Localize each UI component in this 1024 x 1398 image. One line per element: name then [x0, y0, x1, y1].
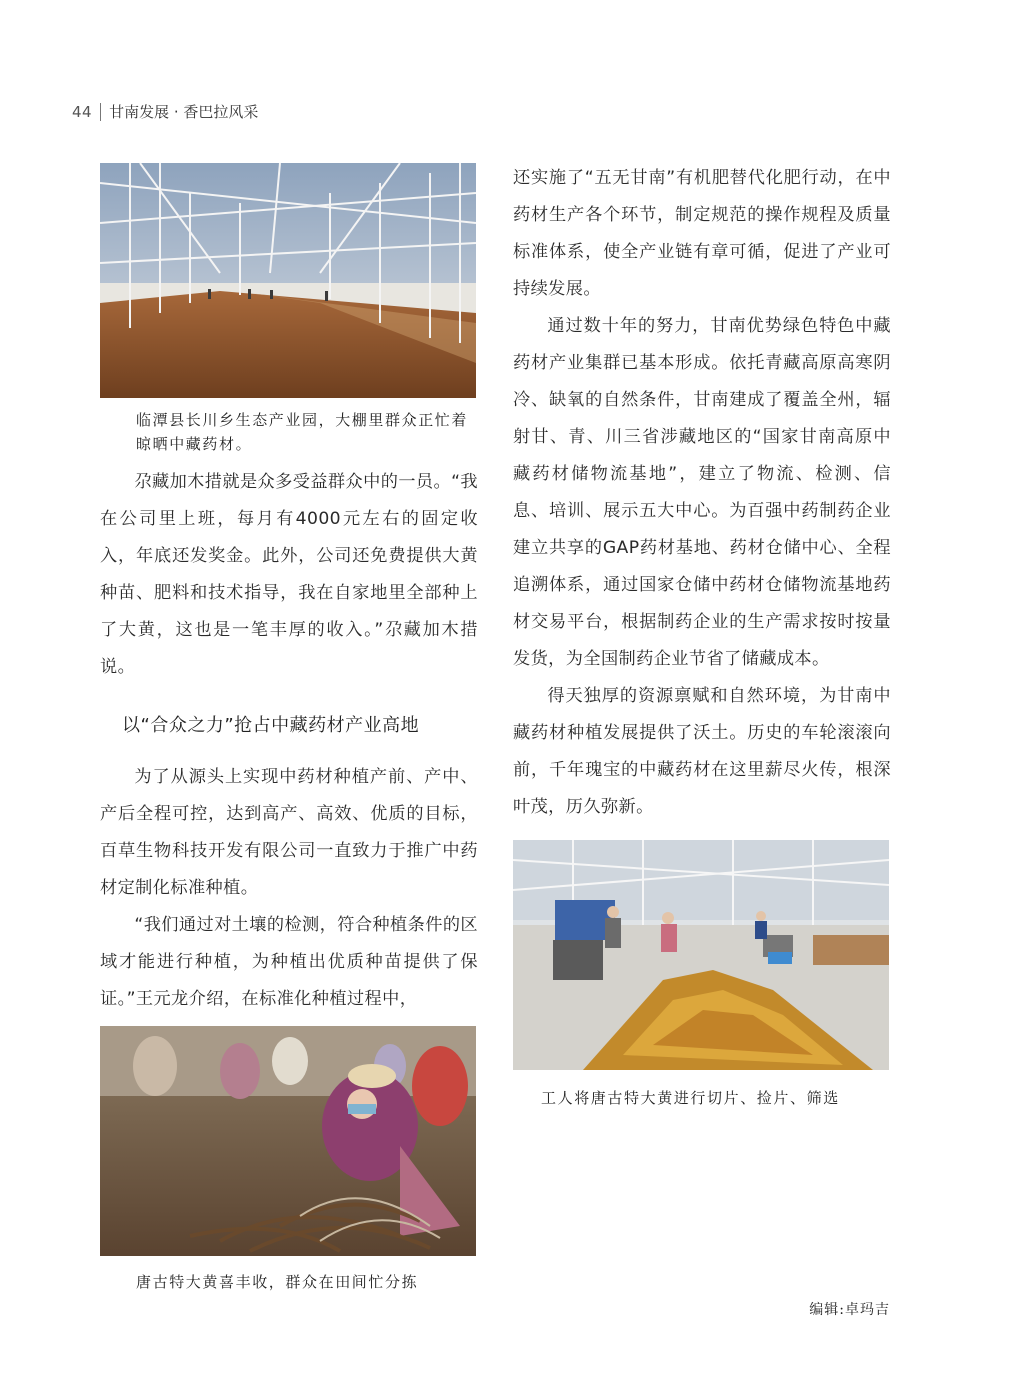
section-name: 甘南发展 · 香巴拉风采: [109, 103, 259, 121]
right-column: [513, 160, 891, 1110]
paragraph: 还实施了“五无甘南”有机肥替代化肥行动，在中药材生产各个环节，制定规范的操作规程及质量标准体系，使全产业链有章可循，促进了产业可持续发展。: [513, 168, 891, 299]
paragraph: 通过数十年的努力，甘南优势绿色特色中藏药材产业集群已基本形成。依托青藏高原高寒阴冷、缺氧的自然条件，甘南建成了覆盖全州，辐射甘、青、川三省涉藏地区的“国家甘南高原中藏药材储物流基地”，建立了物流、检测、信息、培训、展示五大中心。为百强中药制药企业建立共享的GAP药材基地、药材仓储中心、全程追溯体系，通过国家仓储中药材仓储物流基地药材交易平台，根据制药企业的生产需求按时按量发货，为全国制药企业节省了储藏成本。: [513, 316, 891, 669]
paragraph: 得天独厚的资源禀赋和自然环境，为甘南中藏药材种植发展提供了沃土。历史的车轮滚滚向前，千年瑰宝的中藏药材在这里薪尽火传，根深叶茂，历久弥新。: [513, 686, 891, 817]
greenhouse-drying-photo: [100, 163, 476, 398]
paragraph: “我们通过对土壤的检测，符合种植条件的区域才能进行种植，为种植出优质种苗提供了保证。”王元龙介绍，在标准化种植过程中，: [100, 915, 478, 1009]
photo-caption: 工人将唐古特大黄进行切片、捡片、筛选: [541, 1089, 840, 1107]
field-harvest-photo: [100, 1026, 476, 1256]
header-divider: [100, 103, 101, 121]
photo-caption: 唐古特大黄喜丰收，群众在田间忙分拣: [136, 1273, 419, 1291]
page-number: 44: [72, 102, 93, 121]
paragraph: 尕藏加木措就是众多受益群众中的一员。“我在公司里上班，每月有4000元左右的固定收入，年底还发奖金。此外，公司还免费提供大黄种苗、肥料和技术指导，我在自家地里全部种上了大黄，这也是一笔丰厚的收入。”尕藏加木措说。: [100, 472, 478, 677]
editor-credit: 编辑:卓玛吉: [809, 1302, 890, 1318]
slicing-workshop-photo: [513, 840, 889, 1070]
photo-caption: 临潭县长川乡生态产业园，大棚里群众正忙着晾晒中藏药材。: [136, 411, 469, 453]
running-header: [72, 101, 258, 122]
section-heading: 以“合众之力”抢占中藏药材产业高地: [122, 715, 420, 736]
paragraph: 为了从源头上实现中药材种植产前、产中、产后全程可控，达到高产、高效、优质的目标，百草生物科技开发有限公司一直致力于推广中药材定制化标准种植。: [100, 767, 478, 898]
left-column: [100, 163, 478, 1294]
